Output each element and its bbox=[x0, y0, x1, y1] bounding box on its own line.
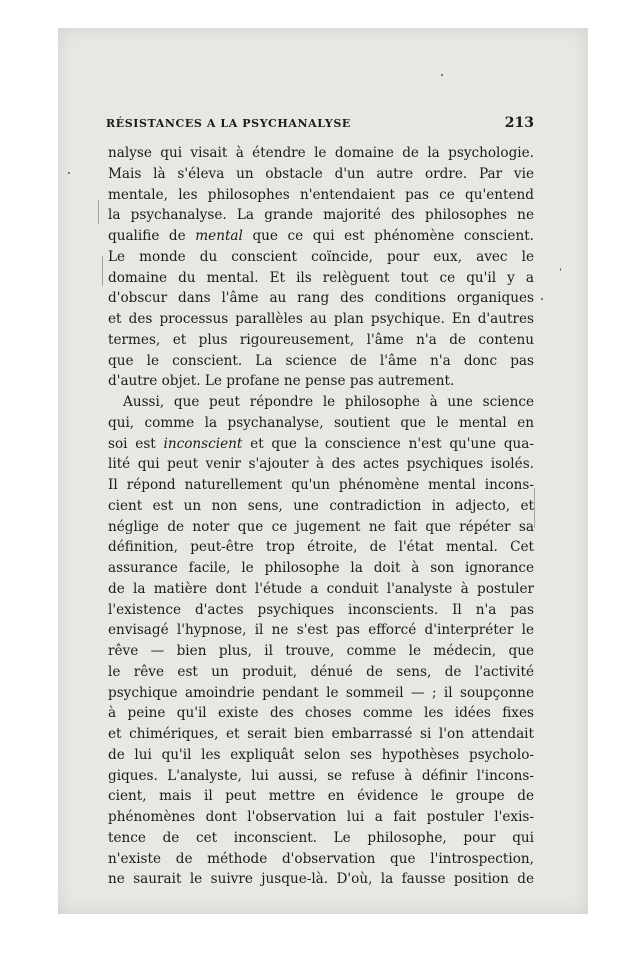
text-line: Il répond naturellement qu'un phénomène mental incons- bbox=[108, 477, 534, 493]
text-line: domaine du mental. Et ils relèguent tout ce qu'il y a bbox=[108, 269, 534, 286]
text-line bbox=[108, 226, 534, 247]
text-line: qui, comme la psychanalyse, soutient que le mental en bbox=[108, 414, 534, 431]
text-line: néglige de noter que ce jugement ne fait que répéter sa bbox=[108, 518, 534, 535]
text-line: giques. L'analyste, lui aussi, se refuse à définir l'incons- bbox=[108, 767, 534, 784]
text-line: assurance facile, le philosophe la doit à son ignorance bbox=[108, 560, 534, 576]
margin-mark bbox=[102, 256, 103, 286]
text-line: d'autre objet. Le profane ne pense pas autrement. bbox=[108, 373, 455, 390]
text-line: ne saurait le suivre jusque-là. D'où, la fausse position de bbox=[108, 871, 534, 888]
text-line: d'obscur dans l'âme au rang des conditions organiques bbox=[108, 290, 534, 307]
text-line: lité qui peut venir s'ajouter à des actes psychiques isolés. bbox=[108, 456, 534, 473]
text-line: rêve — bien plus, il trouve, comme le médecin, que bbox=[108, 643, 534, 659]
text-line: cient, mais il peut mettre en évidence le groupe de bbox=[108, 788, 534, 805]
text-fragment: qualifie de bbox=[108, 228, 186, 244]
text-line: à peine qu'il existe des choses comme les idées fixes bbox=[108, 705, 534, 722]
speck bbox=[441, 74, 443, 76]
emphasis: inconscient bbox=[163, 435, 243, 452]
text-line: termes, et plus rigoureusement, l'âme n'a de contenu bbox=[108, 331, 534, 348]
text-line: que le conscient. La science de l'âme n'a donc pas bbox=[108, 352, 534, 369]
emphasis: mental bbox=[195, 228, 243, 244]
text-line: la psychanalyse. La grande majorité des philosophes ne bbox=[108, 207, 534, 224]
text-line: l'existence d'actes psychiques inconscients. Il n'a pas bbox=[108, 601, 534, 618]
text-line: n'existe de méthode d'observation que l'introspection, bbox=[108, 850, 534, 867]
text-fragment: que ce qui est phénomène conscient. bbox=[252, 228, 534, 244]
text-line: phénomènes dont l'observation lui a fait postuler l'exis- bbox=[108, 809, 534, 825]
text-line: mentale, les philosophes n'entendaient pas ce qu'entend bbox=[108, 186, 534, 203]
text-line: et chimériques, et serait bien embarrassé si l'on attendait bbox=[108, 726, 534, 742]
text-line: envisagé l'hypnose, il ne s'est pas efforcé d'interpréter le bbox=[108, 622, 534, 639]
speck bbox=[560, 268, 561, 271]
text-fragment: et que la conscience n'est qu'une qua- bbox=[250, 435, 534, 452]
margin-mark bbox=[534, 488, 535, 528]
text-line bbox=[108, 434, 534, 455]
margin-mark bbox=[98, 200, 99, 224]
speck bbox=[68, 172, 70, 174]
running-title: RÉSISTANCES A LA PSYCHANALYSE bbox=[106, 117, 351, 130]
text-line: tence de cet inconscient. Le philosophe, pour qui bbox=[108, 829, 534, 846]
scanned-page bbox=[58, 28, 588, 914]
text-line: cient est un non sens, une contradiction in adjecto, et bbox=[108, 497, 534, 514]
running-head bbox=[106, 117, 534, 135]
body-text bbox=[108, 143, 534, 890]
text-fragment: soi est bbox=[108, 435, 156, 452]
text-line: le rêve est un produit, dénué de sens, de l'activité bbox=[108, 663, 534, 680]
text-line: nalyse qui visait à étendre le domaine de la psychologie. bbox=[108, 145, 534, 161]
text-line: définition, peut-être trop étroite, de l'état mental. Cet bbox=[108, 539, 534, 556]
page-number: 213 bbox=[504, 115, 534, 131]
text-line: Aussi, que peut répondre le philosophe à une science bbox=[123, 394, 534, 410]
speck bbox=[541, 298, 543, 300]
text-line: Mais là s'éleva un obstacle d'un autre ordre. Par vie bbox=[108, 165, 534, 182]
text-line: psychique amoindrie pendant le sommeil — ; il soupçonne bbox=[108, 684, 534, 701]
text-line: de lui qu'il les expliquât selon ses hypothèses psycholo- bbox=[108, 746, 534, 763]
text-line: Le monde du conscient coïncide, pour eux, avec le bbox=[108, 248, 534, 265]
text-line: et des processus parallèles au plan psychique. En d'autres bbox=[108, 311, 534, 327]
text-line: de la matière dont l'étude a conduit l'analyste à postuler bbox=[108, 580, 534, 597]
book-page bbox=[58, 28, 588, 914]
